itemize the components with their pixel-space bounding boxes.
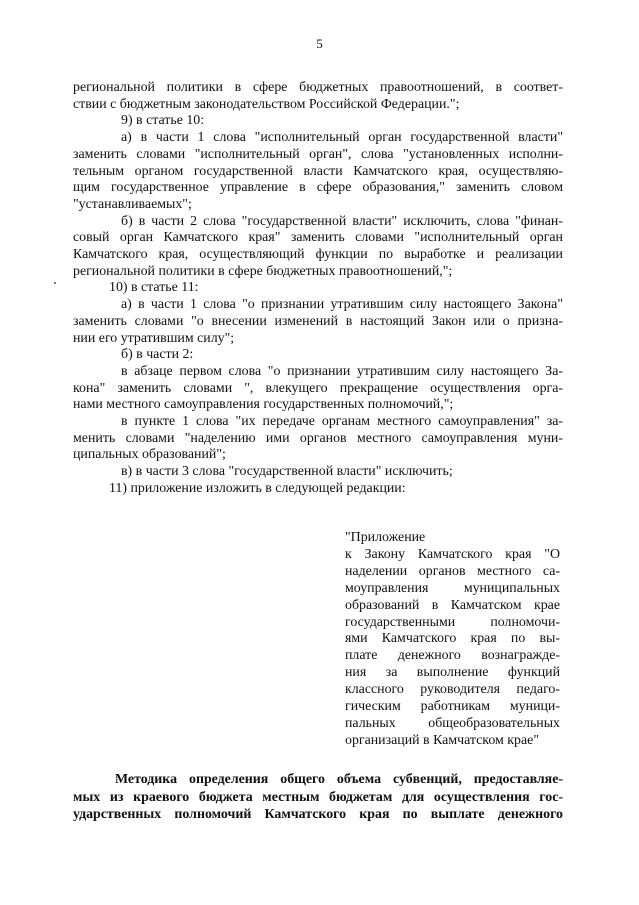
appendix-line: наделении органов местного са-	[345, 563, 560, 579]
text-line: заменить словами "о внесении изменений в настоящий Закон или о призна-	[73, 313, 563, 329]
text-line: ципальных образований";	[73, 447, 226, 463]
item-10-heading: 10) в статье 11:	[109, 280, 199, 296]
text-line: Камчатского края, осуществляющий функции по выработке и реализации	[73, 247, 563, 263]
heading-line: мых из краевого бюджета местным бюджетам для осуществления гос-	[73, 789, 563, 805]
text-line: "устанавливаемых";	[73, 196, 192, 212]
text-line: щим государственное управление в сфере образования," заменить словом	[73, 180, 563, 196]
appendix-line: пальных общеобразовательных	[345, 715, 560, 731]
appendix-line: государственными полномочи-	[345, 614, 560, 630]
text-line: а) в части 1 слова "о признании утратившим силу настоящего Закона"	[121, 297, 563, 313]
methodology-heading	[73, 771, 563, 824]
text-line: заменить словами "исполнительный орган", слова "установленных исполни-	[73, 146, 563, 162]
appendix-line: моуправления муниципальных	[345, 580, 560, 596]
page-number: 5	[316, 36, 323, 51]
appendix-line: образований в Камчатском крае	[345, 597, 560, 613]
appendix-line: гическим работникам муници-	[345, 699, 560, 715]
appendix-line: классного руководителя педаго-	[345, 682, 560, 698]
text-line: кона" заменить словами ", влекущего прекращение осуществления орга-	[73, 380, 563, 396]
text-line: а) в части 1 слова "исполнительный орган государственной власти"	[121, 130, 563, 146]
text-line: в абзаце первом слова "о признании утратившим силу настоящего За-	[121, 363, 563, 379]
appendix-line: ями Камчатского края по вы-	[345, 631, 560, 647]
heading-line: ударственных полномочий Камчатского края по выплате денежного	[73, 807, 563, 822]
appendix-reference	[345, 530, 560, 750]
text-line: ствии с бюджетным законодательством Российской Федерации.";	[73, 96, 460, 112]
text-line: в пункте 1 слова "их передаче органам местного самоуправления" за-	[121, 414, 563, 430]
appendix-line: "Приложение	[345, 530, 426, 545]
text-line: региональной политики в сфере бюджетных правоотношений, в соответ-	[73, 80, 563, 95]
text-line: тельным органом государственной власти Камчатского края, осуществляю-	[73, 163, 563, 179]
text-line: в) в части 3 слова "государственной власти" исключить;	[121, 464, 453, 480]
text-line: б) в части 2 слова "государственной власти" исключить, слова "финан-	[121, 213, 563, 229]
appendix-line: ния за выполнение функций	[345, 665, 560, 681]
text-line: менить словами "наделению ими органов местного самоуправления муни-	[73, 430, 563, 446]
item-9-heading: 9) в статье 10:	[121, 113, 205, 129]
item-11-heading: 11) приложение изложить в следующей редакции:	[109, 480, 406, 496]
text-line: нами местного самоуправления государственных полномочий,";	[73, 397, 454, 413]
text-line: региональной политики в сфере бюджетных правоотношений,";	[73, 263, 453, 279]
appendix-line: организаций в Камчатском крае"	[345, 732, 539, 748]
appendix-line: к Закону Камчатского края "О	[345, 546, 560, 562]
text-line: б) в части 2:	[121, 347, 194, 363]
text-line: нии его утратившим силу";	[73, 330, 235, 346]
margin-dot	[54, 282, 56, 284]
text-line: совый орган Камчатского края" заменить словами "исполнительный орган	[73, 230, 563, 246]
heading-line: Методика определения общего объема субвенций, предоставляе-	[115, 772, 563, 787]
amendment-text	[73, 80, 563, 498]
appendix-line: плате денежного вознагражде-	[345, 648, 560, 664]
